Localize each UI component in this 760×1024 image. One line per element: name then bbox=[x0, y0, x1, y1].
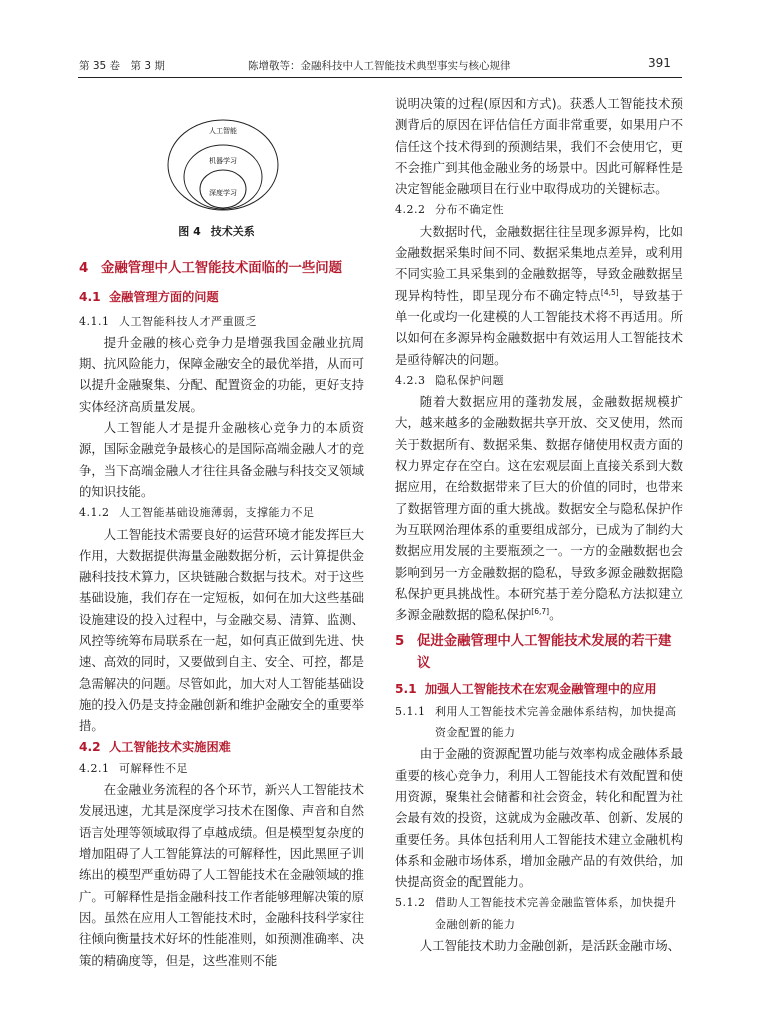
section-5-1-2-heading: 5.1.2 借助人工智能技术完善金融监管体系，加快提升金融创新的能力 bbox=[395, 896, 677, 931]
right-column bbox=[395, 93, 683, 956]
paragraph-infrastructure: 人工智能技术需要良好的运营环境才能发挥巨大作用，大数据提供海量金融数据分析，云计算提供金融科技技术算力，区块链融合数据与技术。对于这些基础设施，我们存在一定短板，如何在加大这些基础设施建设的投入过程中，与金融交易、清算、监测、风控等统筹布局联系在一起，如何真正做到先进、快速、高效的同时，又要做到自主、安全、可控，都是急需解决的问题。尽管如此，加大对人工智能基础设施的投入仍是支持金融创新和维护金融安全的重要举措。 bbox=[79, 526, 364, 734]
header-rule bbox=[78, 77, 682, 78]
section-5-1-heading: 5.1 加强人工智能技术在宏观金融管理中的应用 bbox=[395, 682, 657, 697]
label-dl: 深度学习 bbox=[209, 189, 237, 197]
header-running-title: 陈增敬等：金融科技中人工智能技术典型事实与核心规律 bbox=[248, 60, 511, 72]
header-page-number: 391 bbox=[648, 56, 671, 70]
section-4-2-3-heading: 4.2.3 隐私保护问题 bbox=[395, 373, 504, 387]
citation-4-5: [4,5] bbox=[600, 287, 619, 297]
paragraph-privacy: 随着大数据应用的蓬勃发展，金融数据规模扩大，越来越多的金融数据共享开放、交叉使用，然而关于数据所有、数据采集、数据存储使用权责方面的权力界定存在空白。这在宏观层面上直接关系到大数据应用，在给数据带来了巨大的价值的同时，也带来了数据管理方面的重大挑战。数据安全与隐私保护作为互联网治理体系的重要组成部分，已成为了制约大数据应用发展的主要瓶颈之一。一方的金融数据也会影响到另一方金融数据的隐私，导致多源金融数据隐私保护更具挑战性。本研究基于差分隐私方法拟建立多源金融数据的隐私保护[6,7]。 bbox=[395, 394, 683, 623]
citation-6-7: [6,7] bbox=[531, 607, 550, 616]
paragraph-interpretability: 在金融业务流程的各个环节，新兴人工智能技术发展迅速，尤其是深度学习技术在图像、声音和自然语言处理等领域取得了卓越成绩。但是模型复杂度的增加阻碍了人工智能算法的可解释性，因此黑匣子训练出的模型严重妨碍了人工智能技术在金融领域的推广。可解释性是指金融科技工作者能够理解决策的原因。虽然在应用人工智能技术时，金融科技科学家往往倾向衡量技术好坏的性能准则，如预测准确率、决策的精确度等，但是，这些准则不能 bbox=[79, 782, 364, 968]
figure-caption-text: 技术关系 bbox=[210, 225, 255, 238]
section-4-2-heading: 4.2 人工智能技术实施困难 bbox=[79, 739, 231, 754]
paragraph-financial-innovation: 人工智能技术助力金融创新，是活跃金融市场、 bbox=[419, 937, 680, 953]
header-volume: 第 35 卷 第 3 期 bbox=[79, 60, 165, 72]
figure-label: 图 4 bbox=[178, 225, 201, 238]
paragraph-ai-talent: 人工智能人才是提升金融核心竞争力的本质资源，国际金融竞争最核心的是国际高端金融人才的竞争，当下高端金融人才往往具备金融与科技交叉领域的知识技能。 bbox=[79, 420, 364, 499]
paragraph-interpretability-cont: 说明决策的过程(原因和方式)。获悉人工智能技术预测背后的原因在评估信任方面非常重要，如果用户不信任这个技术得到的预测结果，我们不会使用它，更不会推广到其他金融业务的场景中。因此可解释性是决定智能金融项目在行业中取得成功的关键标志。 bbox=[395, 96, 683, 197]
section-5-1-1-heading: 5.1.1 利用人工智能技术完善金融体系结构，加快提高资金配置的能力 bbox=[395, 704, 677, 740]
section-4-1-1-heading: 4.1.1 人工智能科技人才严重匮乏 bbox=[79, 314, 257, 328]
section-4-2-2-heading: 4.2.2 分布不确定性 bbox=[395, 203, 504, 217]
label-ml: 机器学习 bbox=[209, 157, 237, 165]
paragraph-resource-allocation: 由于金融的资源配置功能与效率构成金融体系最重要的核心竞争力，利用人工智能技术有效配置和使用资源，聚集社会储蓄和社会资金，转化和配置为社会最有效的投资，这就成为金融改革、创新、发展的重要任务。具体包括利用人工智能技术建立金融机构体系和金融市场体系，增加金融产品的有效供给，加快提高资金的配置能力。 bbox=[395, 746, 683, 890]
figure-caption bbox=[79, 223, 364, 239]
section-4-1-2-heading: 4.1.2 人工智能基础设施薄弱，支撑能力不足 bbox=[79, 506, 315, 520]
paragraph-core-competence: 提升金融的核心竞争力是增强我国金融业抗周期、抗风险能力，保障金融安全的最优举措，从而可以提升金融聚集、分配、配置资金的功能，更好支持实体经济高质量发展。 bbox=[79, 334, 364, 414]
section-4-2-1-heading: 4.2.1 可解释性不足 bbox=[79, 761, 188, 775]
section-5-heading: 5 促进金融管理中人工智能技术发展的若干建议 bbox=[395, 634, 672, 672]
left-column bbox=[79, 258, 364, 971]
paragraph-distribution-uncertainty: 大数据时代，金融数据往往呈现多源异构，比如金融数据采集时间不同、数据采集地点差异，或利用不同实验工具采集到的金融数据等，导致金融数据呈现异构特性，即呈现分布不确定特点[4,5]，导致基于单一化或均一化建模的人工智能技术将不再适用。所以如何在多源异构金融数据中有效运用人工智能技术是亟待解决的问题。 bbox=[395, 223, 684, 367]
ellipse-ml bbox=[184, 145, 262, 209]
label-ai: 人工智能 bbox=[209, 127, 237, 135]
section-4-1-heading: 4.1 金融管理方面的问题 bbox=[79, 290, 219, 305]
section-4-heading: 4 金融管理中人工智能技术面临的一些问题 bbox=[79, 261, 343, 276]
